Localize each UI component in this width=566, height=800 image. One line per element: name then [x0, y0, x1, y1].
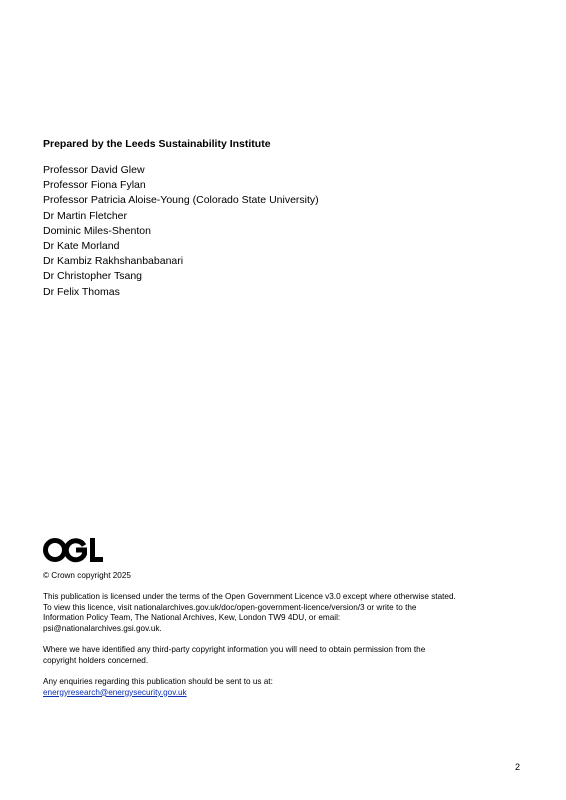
- author-name: Professor Patricia Aloise-Young (Colorado State University): [43, 194, 319, 207]
- copyright-notice: © Crown copyright 2025: [43, 571, 131, 580]
- author-name: Dr Christopher Tsang: [43, 270, 143, 283]
- licence-line: Information Policy Team, The National Archives, Kew, London TW9 4DU, or email:: [43, 613, 341, 623]
- licence-line: This publication is licensed under the terms of the Open Government Licence v3.0 except where otherwise stated.: [43, 592, 456, 601]
- prepared-by-heading: Prepared by the Leeds Sustainability Institute: [43, 138, 271, 150]
- author-name: Dr Martin Fletcher: [43, 209, 128, 222]
- author-name: Dominic Miles-Shenton: [43, 224, 151, 237]
- enquiries-email-link[interactable]: energyresearch@energysecurity.gov.uk: [43, 687, 187, 697]
- third-party-line: copyright holders concerned.: [43, 655, 149, 665]
- licence-paragraph: [43, 592, 533, 634]
- author-name: Dr Felix Thomas: [43, 285, 120, 298]
- enquiries-paragraph: [43, 677, 533, 698]
- author-name: Professor David Glew: [43, 164, 145, 176]
- page-number: 2: [515, 762, 521, 772]
- author-list: [43, 163, 319, 300]
- author-name: Dr Kate Morland: [43, 240, 120, 253]
- third-party-paragraph: [43, 645, 533, 666]
- ogl-logo-icon: [43, 537, 103, 563]
- author-name: Professor Fiona Fylan: [43, 179, 146, 192]
- enquiries-text: Any enquiries regarding this publication should be sent to us at:: [43, 677, 273, 686]
- licence-line: psi@nationalarchives.gsi.gov.uk.: [43, 623, 162, 633]
- licence-line: To view this licence, visit nationalarchives.gov.uk/doc/open-government-licence/version/3 or write to the: [43, 602, 417, 612]
- third-party-line: Where we have identified any third-party copyright information you will need to obtain permission from the: [43, 645, 426, 654]
- author-name: Dr Kambiz Rakhshanbabanari: [43, 255, 184, 268]
